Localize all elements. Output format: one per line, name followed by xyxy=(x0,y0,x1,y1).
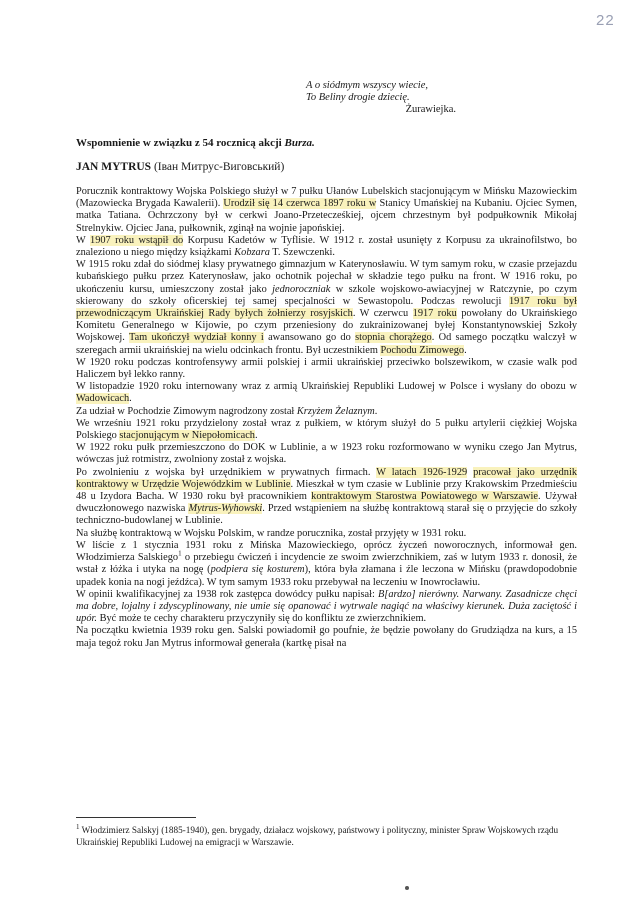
footnote-divider xyxy=(76,817,196,818)
highlighted-text: Mytrus-Wyhowski xyxy=(188,503,263,515)
paragraph-text: o przebiegu ćwiczeń i incydencie ze swoim zwierzchnikiem, zaś w lutym 1933 r. donosił, że wstał z łóżka i utyka na nogę ( xyxy=(76,552,577,576)
paragraph-text: powołany do Ukraińskiego Komitetu Generalnego w Kijowie, po czym przeniesiony do zukrainizowanej byłej Konstantynowskiej Szkoły Wojskowej. xyxy=(76,308,578,344)
highlighted-text: Tam ukończył wydział konny i xyxy=(128,332,264,344)
paragraph-text: W 1922 roku pułk przemieszczono do DOK w Lublinie, a w 1923 roku rozformowano w wyniku czego Jan Mytrus, wówczas już rotmistrz, zwolniony został z wojska. xyxy=(76,442,577,466)
body-paragraph xyxy=(76,467,577,528)
footnote-text: Włodzimierz Salskyj (1885-1940), gen. brygady, działacz wojskowy, państwowy i polityczny, minister Spraw Wojskowych rządu Ukraińskiej Republiki Ludowej na emigracji w Warszawie. xyxy=(76,825,559,847)
paragraph-text: podpiera się kosturem xyxy=(210,564,305,576)
epigraph xyxy=(306,80,466,116)
highlighted-text: Pochodu Zimowego xyxy=(380,344,465,356)
paragraph-text: awansowano go do xyxy=(263,332,356,344)
epigraph-author: Żurawiejka. xyxy=(405,104,456,115)
paragraph-text: ), która była złamana i źle leczona w Mińsku (prawdopodobnie upadek konia na nogi jeźdźca). W tym samym 1933 roku przebywał na leczeniu w Inowrocławiu. xyxy=(76,564,577,588)
heading-text: Wspomnienie w związku z 54 rocznicą akcji xyxy=(76,137,285,149)
paragraph-text: . Przed wstąpieniem na służbę kontraktową starał się o przyjęcie do szkoły techniczno-budowlanej w Lublinie. xyxy=(76,503,577,527)
paragraph-text: W 1915 roku zdał do siódmej klasy prywatnego gimnazjum w Katerynosławiu. W tym samym roku, w czasie przejazdu kubańskiego pułku przez Katerynosław, jako ochotnik pojechał w składzie tego pułku na front. W 1916 roku, po ukończeniu kursu, umieszczony został jako xyxy=(76,259,577,295)
paragraph-text: jednoroczniak xyxy=(272,283,331,295)
paragraph-text: . xyxy=(464,344,467,356)
highlighted-text: pracował jako urzędnik kontraktowy w Urzędzie Wojewódzkim w Lublinie xyxy=(76,466,577,490)
highlighted-text: 1917 roku był przewodniczącym Ukraińskiej Rady byłych żołnierzy rosyjskich xyxy=(76,295,577,320)
person-name-ukrainian: (Іван Митрус-Виговський) xyxy=(153,161,285,173)
biography-title xyxy=(76,160,576,174)
paragraph-text: Krzyżem Żelaznym xyxy=(296,405,375,417)
paragraph-text: . Mieszkał w tym czasie w Lublinie przy Krakowskim Przedmieściu 48 u Izydora Bacha. W 1930 roku był pracownikiem xyxy=(76,478,578,503)
highlighted-text: 1907 roku wstąpił do xyxy=(90,234,184,246)
body-paragraph xyxy=(76,381,577,405)
paragraph-text: Kobzara xyxy=(234,247,270,259)
paragraph-text: . xyxy=(129,393,132,405)
body-paragraph xyxy=(76,442,577,466)
paragraph-text: w szkole wojskowo-awiacyjnej w Ratczynie, po czym skierowany do szkoły oficerskiej tej samej specjalności w Sewastopolu. Podczas rewolucji xyxy=(76,283,577,307)
highlighted-text: W latach 1926-1929 xyxy=(376,466,468,478)
paragraph-text: W xyxy=(76,234,91,246)
paragraph-text: W opinii kwalifikacyjnej za 1938 rok zastępca dowódcy pułku napisał: xyxy=(76,588,378,600)
paragraph-text: W listopadzie 1920 roku internowany wraz z armią Ukraińskiej Republiki Ludowej w Polsce i wysłany do obozu w xyxy=(76,381,577,393)
paragraph-text: Na początku kwietnia 1939 roku gen. Salski powiadomił go poufnie, że będzie powołany do Grudziądza na kurs, a 15 maja tegoż roku Jan Mytrus informował generała (kartkę pisał na xyxy=(76,625,577,649)
paragraph-text: T. Szewczenki. xyxy=(269,247,336,259)
paragraph-text: Po zwolnieniu z wojska był urzędnikiem w prywatnych firmach. xyxy=(76,466,377,478)
paragraph-text: . Używał dwuczłonowego nazwiska xyxy=(76,491,577,515)
body-paragraph xyxy=(76,540,577,589)
page-number: 22 xyxy=(596,12,615,29)
paragraph-text: Być może te cechy charakteru przyczyniły się do konfliktu ze zwierzchnikiem. xyxy=(96,613,427,625)
paragraph-text: Stanicy Umańskiej na Kubaniu. Ojciec Symen, matka Tatiana. Ochrzczony był w cerkwi Joano-Przetecześkiej, ojcem chrzestnym był podpułkownik Mikołaj Strelnykiw. Ojciec Jana, pułkownik, zginął na wojnie japońskiej. xyxy=(76,198,578,234)
person-name: JAN MYTRUS xyxy=(76,161,152,173)
paragraph-text: . xyxy=(374,405,378,417)
paragraph-text: B[ardzo] nierówny. Narwany. Zasadnicze chęci ma dobre, lojalny i zdyscyplinowany, nie umie się opanować i wytrwale nagiąć na właściwy kierunek. Duża zaciętość i upór. xyxy=(76,588,577,625)
body-paragraph xyxy=(76,406,577,418)
paragraph-text: . Od samego początku walczył w szeregach armii ukraińskiej na wielu odcinkach frontu. Był uczestnikiem xyxy=(76,332,577,356)
epigraph-line-1: A o siódmym wszyscy wiecie, xyxy=(306,80,428,91)
body-paragraph xyxy=(76,259,577,357)
highlighted-text: stopnia chorążego xyxy=(355,332,432,344)
body-paragraph xyxy=(76,357,577,381)
body-paragraph xyxy=(76,418,577,442)
highlighted-text: Wadowicach xyxy=(76,393,130,405)
footnote xyxy=(76,824,576,848)
body-paragraph xyxy=(76,625,577,649)
body-paragraph xyxy=(76,186,577,235)
paragraph-text: Porucznik kontraktowy Wojska Polskiego służył w 7 pułku Ułanów Lubelskich stacjonującym w Mińsku Mazowieckim (Mazowiecka Brygada Kawalerii). xyxy=(76,186,577,210)
highlighted-text: 1917 roku xyxy=(412,308,457,320)
epigraph-line-2: To Beliny drogie dziecię. xyxy=(306,92,410,103)
paragraph-text: We wrześniu 1921 roku przydzielony został wraz z pułkiem, w którym służył do 5 pułku artylerii ciężkiej Wojska Polskiego xyxy=(76,417,577,442)
scan-speck xyxy=(405,886,409,890)
heading-emphasis: Burza. xyxy=(284,137,315,149)
paragraph-text: W 1920 roku podczas kontrofensywy armii polskiej i armii ukraińskiej przeciwko bolszewikom, w czasie walk pod Haliczem był lekko ranny. xyxy=(76,356,577,381)
body-paragraph xyxy=(76,528,577,540)
memorial-heading xyxy=(76,137,576,150)
footnote-reference: 1 xyxy=(178,549,182,558)
highlighted-text: kontraktowym Starostwa Powiatowego w Warszawie xyxy=(311,491,538,503)
paragraph-text: . xyxy=(254,430,258,442)
highlighted-text: stacjonującym w Niepołomicach xyxy=(119,430,255,442)
footnote-marker: 1 xyxy=(76,822,80,831)
body-paragraph xyxy=(76,235,577,259)
paragraph-text: Za udział w Pochodzie Zimowym nagrodzony został xyxy=(76,405,297,417)
biography-body xyxy=(76,186,577,650)
highlighted-text: Urodził się 14 czerwca 1897 roku w xyxy=(223,198,377,210)
paragraph-text: Korpusu Kadetów w Tyflisie. W 1912 r. został usunięty z Korpusu za ukrainofilstwo, bo znaleziono u niego między książkami xyxy=(76,234,577,259)
paragraph-text: . W czerwcu xyxy=(352,308,413,320)
paragraph-text: W liście z 1 stycznia 1931 roku z Mińska Mazowieckiego, oprócz życzeń noworocznych, informował gen. Włodzimierza Salskiego xyxy=(76,539,577,564)
paragraph-text: Na służbę kontraktową w Wojsku Polskim, w randze porucznika, został przyjęty w 1931 roku. xyxy=(76,527,467,539)
body-paragraph xyxy=(76,589,577,626)
